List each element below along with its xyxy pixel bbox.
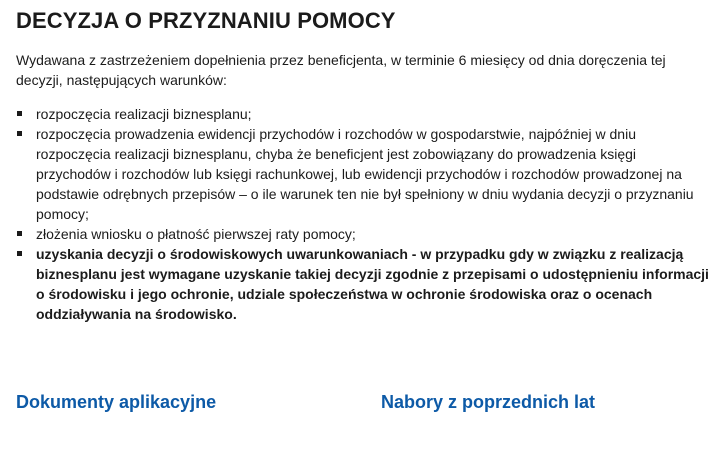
section-title: DECYZJA O PRZYZNANIU POMOCY: [16, 8, 396, 33]
condition-item-1: [16, 104, 710, 124]
bullet-icon: [17, 131, 22, 136]
related-links: [16, 389, 706, 417]
documents-link[interactable]: Dokumenty aplikacyjne: [16, 392, 217, 412]
bullet-icon: [17, 251, 22, 256]
bullet-icon: [17, 111, 22, 116]
condition-text: rozpoczęcia prowadzenia ewidencji przychodów i rozchodów w gospodarstwie, najpóźniej w dniu rozpoczęcia realizacji biznesplanu, chyba że beneficjent jest zobowiązany do prowadzenia księgi przychodów i rozchodów lub księgi rachunkowej, lub ewidencji przychodów i rozchodów prowadzonej na podstawie odrębnych przepisów – o ile warunek ten nie był spełniony w dniu wydania decyzji o przyznaniu pomocy;: [36, 126, 694, 222]
previous-calls-link[interactable]: Nabory z poprzednich lat: [381, 392, 596, 412]
condition-text: uzyskania decyzji o środowiskowych uwarunkowaniach - w przypadku gdy w związku z realizacją biznesplanu jest wymagane uzyskanie takiej decyzji zgodnie z przepisami o udostępnieniu informacji o środowisku i jego ochronie, udziale społeczeństwa w ochronie środowiska oraz o ocenach oddziaływania na środowisko.: [36, 246, 709, 322]
condition-item-3: [16, 224, 710, 244]
condition-text: złożenia wniosku o płatność pierwszej raty pomocy;: [36, 226, 356, 242]
condition-text: rozpoczęcia realizacji biznesplanu;: [36, 106, 252, 122]
bullet-icon: [17, 231, 22, 236]
condition-item-4: [16, 244, 710, 324]
section-intro: Wydawana z zastrzeżeniem dopełnienia przez beneficjenta, w terminie 6 miesięcy od dnia doręczenia tej decyzji, następujących warunków:: [16, 52, 666, 88]
conditions-list: [16, 104, 710, 324]
condition-item-2: [16, 124, 710, 224]
